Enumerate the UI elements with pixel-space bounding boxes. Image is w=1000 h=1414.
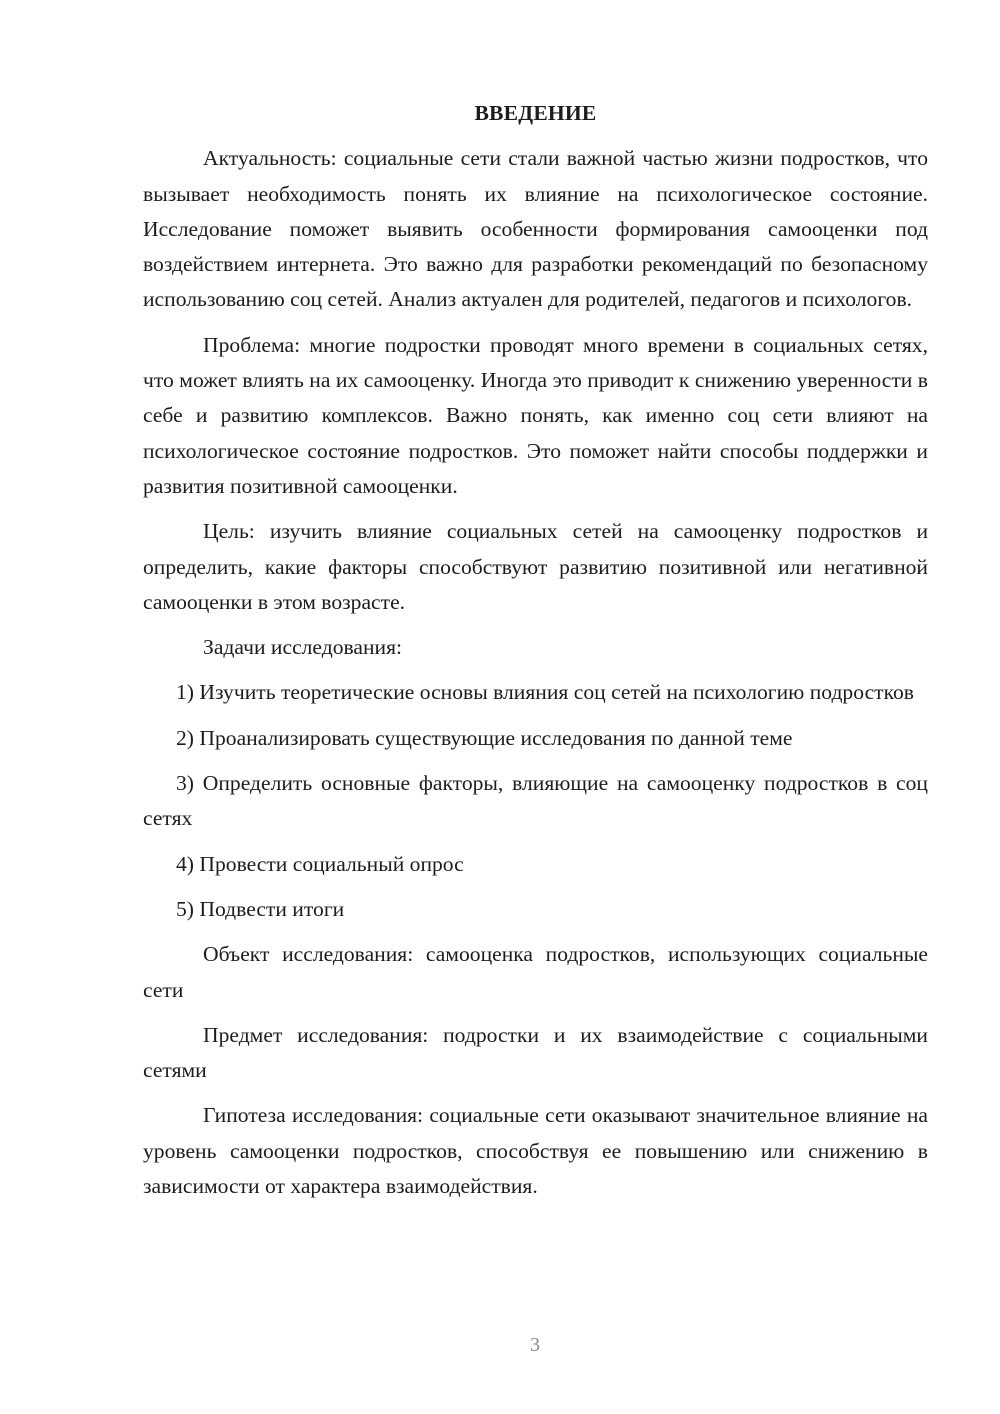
hypothesis-paragraph: Гипотеза исследования: социальные сети оказывают значительное влияние на уровень самооценки подростков, способствуя ее повышению или снижению в зависимости от характера взаимодействия. xyxy=(143,1103,928,1199)
tasks-list xyxy=(143,675,928,927)
problem-paragraph: Проблема: многие подростки проводят много времени в социальных сетях, что может влиять на их самооценку. Иногда это приводит к снижению уверенности в себе и развитию комплексов. Важно понять, как именно соц сети влияют на психологическое состояние подростков. Это поможет найти способы поддержки и развития позитивной самооценки. xyxy=(143,332,928,498)
goal-paragraph: Цель: изучить влияние социальных сетей на самооценку подростков и определить, какие факторы способствуют развитию позитивной или негативной самооценки в этом возрасте. xyxy=(143,519,928,614)
document-page xyxy=(143,96,928,1214)
task-item: 4) Провести социальный опрос xyxy=(176,851,464,876)
task-item: 2) Проанализировать существующие исследования по данной теме xyxy=(176,725,793,750)
subject-paragraph: Предмет исследования: подростки и их взаимодействие с социальными сетями xyxy=(143,1022,928,1083)
relevance-paragraph: Актуальность: социальные сети стали важной частью жизни подростков, что вызывает необходимость понять их влияние на психологическое состояние. Исследование поможет выявить особенности формирования самооценки под воздействием интернета. Это важно для разработки рекомендаций по безопасному использованию соц сетей. Анализ актуален для родителей, педагогов и психологов. xyxy=(143,146,928,312)
page-number: 3 xyxy=(530,1334,540,1356)
tasks-heading: Задачи исследования: xyxy=(203,635,403,660)
task-item: 3) Определить основные факторы, влияющие на самооценку подростков в соц сетях xyxy=(143,771,928,831)
section-title: ВВЕДЕНИЕ xyxy=(474,101,597,125)
task-item: 5) Подвести итоги xyxy=(176,896,345,921)
object-paragraph: Объект исследования: самооценка подростков, использующих социальные сети xyxy=(143,942,928,1002)
task-item: 1) Изучить теоретические основы влияния соц сетей на психологию подростков xyxy=(176,680,914,705)
